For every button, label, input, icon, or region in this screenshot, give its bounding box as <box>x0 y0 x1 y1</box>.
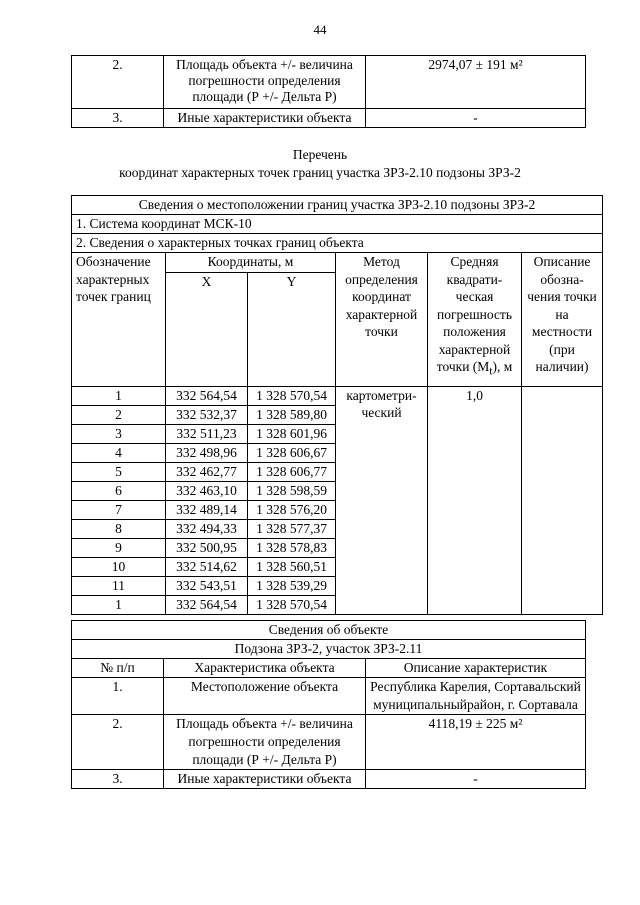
column-header-row <box>72 253 603 273</box>
row-number: 3. <box>72 770 164 789</box>
coord-x: 332 498,96 <box>166 444 248 463</box>
header-description: Описание обозна-чения точки на местности (при наличии) <box>522 253 603 387</box>
point-number: 4 <box>72 444 166 463</box>
header-row-number: № п/п <box>72 659 164 678</box>
boundary-points-label: 2. Сведения о характерных точках границ объекта <box>72 234 603 253</box>
coord-y: 1 328 606,77 <box>248 463 336 482</box>
coord-x: 332 564,54 <box>166 596 248 615</box>
header-accuracy-unit: ), м <box>492 359 513 374</box>
value-cell: 2974,07 ± 191 м² <box>366 56 586 109</box>
characteristic-cell: Площадь объекта +/- величина погрешности определения площади (Р +/- Дельта Р) <box>164 56 366 109</box>
row-number: 2. <box>72 56 164 109</box>
object-table-title: Сведения об объекте <box>72 621 586 640</box>
coord-x: 332 514,62 <box>166 558 248 577</box>
point-number: 1 <box>72 387 166 406</box>
table-title-row <box>72 196 603 215</box>
coord-y: 1 328 570,54 <box>248 387 336 406</box>
header-point-designation: Обозначение характерных точек границ <box>72 253 166 387</box>
table-section-row <box>72 234 603 253</box>
table-title: Сведения о местоположении границ участка ЗРЗ-2.10 подзоны ЗРЗ-2 <box>72 196 603 215</box>
table-section-row <box>72 215 603 234</box>
header-coordinates: Координаты, м <box>166 253 336 273</box>
point-number: 8 <box>72 520 166 539</box>
coord-x: 332 494,33 <box>166 520 248 539</box>
point-number: 9 <box>72 539 166 558</box>
method-cell: картометри-ческий <box>336 387 428 615</box>
table-row <box>72 387 603 406</box>
table-row <box>72 678 586 715</box>
coord-y: 1 328 577,37 <box>248 520 336 539</box>
characteristic-cell: Иные характеристики объекта <box>164 770 366 789</box>
description-cell <box>522 387 603 615</box>
coord-x: 332 564,54 <box>166 387 248 406</box>
value-cell: - <box>366 770 586 789</box>
point-number: 7 <box>72 501 166 520</box>
header-accuracy-subscript: t <box>489 365 493 378</box>
table-title-row <box>72 621 586 640</box>
row-number: 1. <box>72 678 164 715</box>
coord-x: 332 532,37 <box>166 406 248 425</box>
coordinate-rows <box>72 387 603 615</box>
coord-y: 1 328 601,96 <box>248 425 336 444</box>
list-heading-title: Перечень <box>292 147 348 162</box>
characteristic-cell: Площадь объекта +/- величина погрешности определения площади (Р +/- Дельта Р) <box>164 715 366 770</box>
point-number: 1 <box>72 596 166 615</box>
value-cell: Республика Карелия, Сортавальский муниципальныйрайон, г. Сортавала <box>366 678 586 715</box>
coord-y: 1 328 578,83 <box>248 539 336 558</box>
characteristic-cell: Местоположение объекта <box>164 678 366 715</box>
value-cell: - <box>366 109 586 128</box>
header-method: Метод определения координат характерной точки <box>336 253 428 387</box>
accuracy-cell: 1,0 <box>428 387 522 615</box>
coord-x: 332 543,51 <box>166 577 248 596</box>
boundary-coordinates-table <box>71 195 603 615</box>
coord-x: 332 463,10 <box>166 482 248 501</box>
list-heading-subtitle: координат характерных точек границ участка ЗРЗ-2.10 подзоны ЗРЗ-2 <box>119 165 521 180</box>
table-row <box>72 770 586 789</box>
point-number: 10 <box>72 558 166 577</box>
coord-y: 1 328 589,80 <box>248 406 336 425</box>
table-row <box>72 715 586 770</box>
header-characteristic: Характеристика объекта <box>164 659 366 678</box>
object-characteristics-table-continued <box>71 55 586 128</box>
column-header-row <box>72 659 586 678</box>
coordinate-system-label: 1. Система координат МСК-10 <box>72 215 603 234</box>
coord-y: 1 328 598,59 <box>248 482 336 501</box>
table-row <box>72 56 586 109</box>
coord-x: 332 489,14 <box>166 501 248 520</box>
coord-y: 1 328 570,54 <box>248 596 336 615</box>
header-accuracy-text: Средняя квадрати-ческая погрешность положения характерной точки (M <box>436 254 512 374</box>
point-number: 5 <box>72 463 166 482</box>
table-row <box>72 109 586 128</box>
coord-y: 1 328 539,29 <box>248 577 336 596</box>
table-subtitle-row <box>72 640 586 659</box>
coord-x: 332 500,95 <box>166 539 248 558</box>
list-heading <box>0 146 640 182</box>
header-x: X <box>166 273 248 387</box>
coord-x: 332 462,77 <box>166 463 248 482</box>
point-number: 6 <box>72 482 166 501</box>
coord-y: 1 328 576,20 <box>248 501 336 520</box>
coord-y: 1 328 560,51 <box>248 558 336 577</box>
characteristic-cell: Иные характеристики объекта <box>164 109 366 128</box>
row-number: 2. <box>72 715 164 770</box>
object-info-table <box>71 620 586 789</box>
point-number: 3 <box>72 425 166 444</box>
header-accuracy <box>428 253 522 387</box>
object-table-subtitle: Подзона ЗРЗ-2, участок ЗРЗ-2.11 <box>72 640 586 659</box>
point-number: 11 <box>72 577 166 596</box>
header-y: Y <box>248 273 336 387</box>
coord-x: 332 511,23 <box>166 425 248 444</box>
row-number: 3. <box>72 109 164 128</box>
page-number: 44 <box>313 22 327 37</box>
coord-y: 1 328 606,67 <box>248 444 336 463</box>
value-cell: 4118,19 ± 225 м² <box>366 715 586 770</box>
header-description: Описание характеристик <box>366 659 586 678</box>
point-number: 2 <box>72 406 166 425</box>
